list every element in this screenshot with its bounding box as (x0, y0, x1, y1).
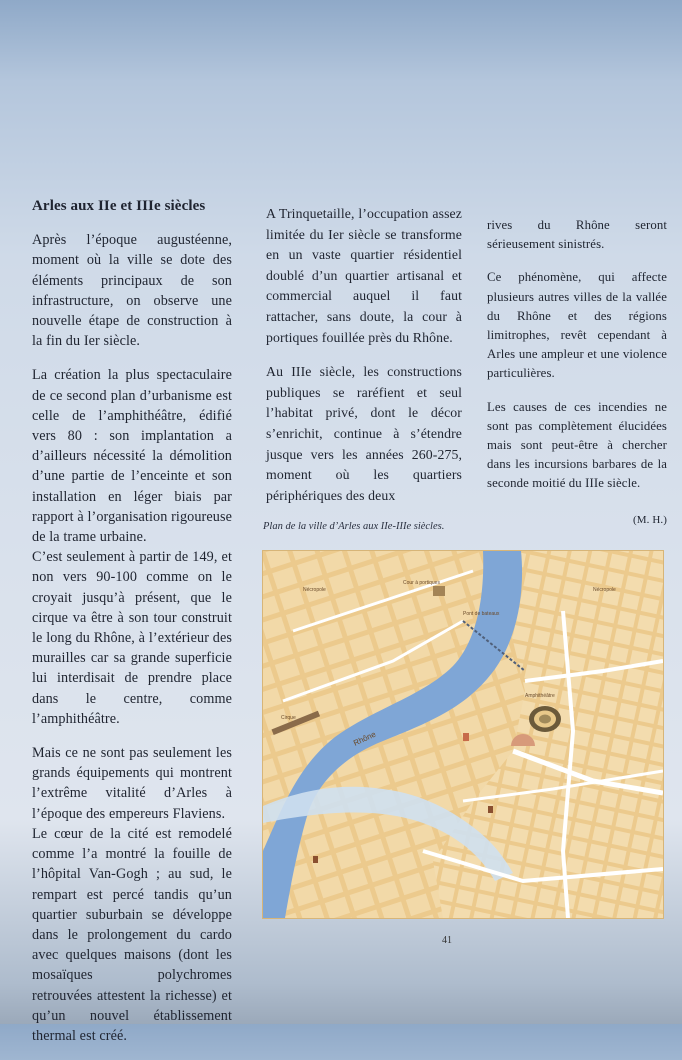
paragraph: Le cœur de la cité est remodelé comme l’a montré la fouille de l’hôpital Van-Gogh ; au sud, le rempart est percé tandis qu’un quartier suburbain se développe dans le prolongement du cardo avec quelques maisons (dont les mosaïques polychromes retrouvées attestent la richesse) et qu’un nouvel établissement thermal est créé. (32, 825, 232, 1044)
city-map (263, 551, 663, 918)
paragraph: Au IIIe siècle, les constructions publiques se raréfient et seul l’habitat privé, dont le décor s’enrichit, continue à s’étendre jusque vers les années 260-275, moment où les quartiers périphériques des deux (266, 364, 462, 503)
figure-caption: Plan de la ville d’Arles aux IIe-IIIe siècles. (263, 521, 445, 532)
svg-text:Nécropole: Nécropole (303, 587, 326, 593)
paragraph: Les causes de ces incendies ne sont pas complètement élucidées mais sont peut-être à chercher dans les incursions barbares de la seconde moitié du IIIe siècle. (487, 399, 667, 491)
svg-text:Amphithéâtre: Amphithéâtre (525, 693, 555, 699)
amphitheatre-icon (529, 706, 561, 732)
paragraph: Ce phénomène, qui affecte plusieurs autres villes de la vallée du Rhône et des régions limitrophes, revêt cependant à Arles une ampleur et une violence particulières. (487, 270, 667, 381)
svg-text:Pont de bateaux: Pont de bateaux (463, 611, 500, 617)
page-number: 41 (442, 935, 452, 946)
text-column-3: rives du Rhône seront sérieusement sinistrés. Ce phénomène, qui affecte plusieurs autres villes de la vallée du Rhône et des régions limitrophes, revêt cependant à Arles une ampleur et une violence particulières. Les causes de ces incendies ne sont pas complètement élucidées mais sont peut-être à chercher dans les incursions barbares de la seconde moitié du IIIe siècle. (M. H.) (487, 218, 667, 526)
svg-text:Rhône: Rhône (352, 729, 378, 748)
svg-text:Nécropole: Nécropole (593, 587, 616, 593)
section-heading: Arles aux IIe et IIIe siècles (32, 198, 206, 214)
map-illustration (263, 551, 663, 918)
paragraph: rives du Rhône seront sérieusement sinistrés. (487, 218, 667, 252)
paragraph: C’est seulement à partir de 149, et non vers 90-100 comme on le croyait jusqu’à présent, que le cirque va être à son tour construit le long du Rhône, à l’extérieur des murailles car sa grande superficie lui interdisait de prendre place dans le centre, comme l’amphithéâtre. (32, 549, 232, 727)
paragraph: Mais ce ne sont pas seulement les grands équipements qui montrent l’extrême vitalité d’Arles à l’époque des empereurs Flaviens. (32, 745, 232, 822)
paragraph: A Trinquetaille, l’occupation assez limitée du Ier siècle se transforme en un vaste quartier résidentiel doublé d’un quartier artisanal et commercial auquel il faut rattacher, sans doute, la cour à portiques fouillée près du Rhône. (266, 206, 462, 345)
svg-text:Cour à portiques: Cour à portiques (403, 580, 440, 586)
paragraph: La création la plus spectaculaire de ce second plan d’urbanisme est celle de l’amphithéâtre, édifié vers 80 : son implantation a d’ailleurs nécessité la démolition d’une partie de l’enceinte et son installation en léger biais par rapport à l’organisation rigoureuse de la trame urbaine. (32, 367, 232, 546)
paragraph: Après l’époque augustéenne, moment où la ville se dote des éléments principaux de son infrastructure, on observe une nouvelle étape de construction à la fin du Ier siècle. (32, 232, 232, 350)
svg-text:Cirque: Cirque (281, 715, 296, 721)
text-column-1 (32, 196, 232, 1060)
text-column-2 (266, 204, 462, 520)
